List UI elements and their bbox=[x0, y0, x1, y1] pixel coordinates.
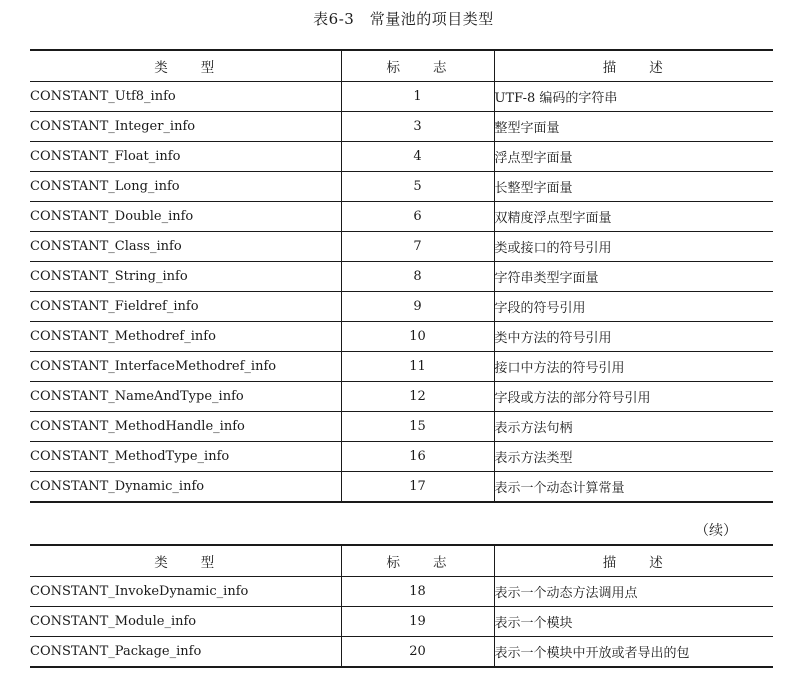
table-row bbox=[30, 607, 773, 637]
desc-cell: 整型字面量 bbox=[494, 112, 773, 142]
table-body bbox=[30, 82, 773, 503]
table-row bbox=[30, 352, 773, 382]
table-row bbox=[30, 382, 773, 412]
flag-cell: 20 bbox=[341, 637, 494, 668]
flag-cell: 8 bbox=[341, 262, 494, 292]
flag-cell: 16 bbox=[341, 442, 494, 472]
table-row bbox=[30, 637, 773, 668]
table-header-row bbox=[30, 545, 773, 577]
desc-cell: 字符串类型字面量 bbox=[494, 262, 773, 292]
table-row bbox=[30, 142, 773, 172]
type-cell: CONSTANT_InterfaceMethodref_info bbox=[30, 352, 341, 382]
type-cell: CONSTANT_Class_info bbox=[30, 232, 341, 262]
flag-cell: 7 bbox=[341, 232, 494, 262]
type-cell: CONSTANT_Module_info bbox=[30, 607, 341, 637]
header-desc: 描 述 bbox=[494, 545, 773, 577]
flag-cell: 5 bbox=[341, 172, 494, 202]
desc-cell: 双精度浮点型字面量 bbox=[494, 202, 773, 232]
flag-cell: 9 bbox=[341, 292, 494, 322]
table-body bbox=[30, 577, 773, 668]
table-row bbox=[30, 202, 773, 232]
flag-cell: 4 bbox=[341, 142, 494, 172]
flag-cell: 19 bbox=[341, 607, 494, 637]
table-row bbox=[30, 262, 773, 292]
table-row bbox=[30, 442, 773, 472]
table-row bbox=[30, 112, 773, 142]
type-cell: CONSTANT_String_info bbox=[30, 262, 341, 292]
constant-pool-table bbox=[30, 49, 773, 503]
desc-cell: 表示一个模块 bbox=[494, 607, 773, 637]
desc-cell: 表示一个动态计算常量 bbox=[494, 472, 773, 503]
constant-pool-table-continued bbox=[30, 544, 773, 668]
desc-cell: 字段或方法的部分符号引用 bbox=[494, 382, 773, 412]
header-flag: 标 志 bbox=[341, 50, 494, 82]
type-cell: CONSTANT_InvokeDynamic_info bbox=[30, 577, 341, 607]
table-row bbox=[30, 172, 773, 202]
flag-cell: 3 bbox=[341, 112, 494, 142]
desc-cell: UTF-8 编码的字符串 bbox=[494, 82, 773, 112]
header-type: 类 型 bbox=[30, 545, 341, 577]
flag-cell: 12 bbox=[341, 382, 494, 412]
desc-cell: 浮点型字面量 bbox=[494, 142, 773, 172]
type-cell: CONSTANT_Long_info bbox=[30, 172, 341, 202]
header-flag: 标 志 bbox=[341, 545, 494, 577]
table-row bbox=[30, 412, 773, 442]
table-caption: 表6-3 常量池的项目类型 bbox=[313, 10, 494, 28]
desc-cell: 表示一个动态方法调用点 bbox=[494, 577, 773, 607]
type-cell: CONSTANT_Methodref_info bbox=[30, 322, 341, 352]
type-cell: CONSTANT_Fieldref_info bbox=[30, 292, 341, 322]
desc-cell: 表示方法类型 bbox=[494, 442, 773, 472]
flag-cell: 1 bbox=[341, 82, 494, 112]
type-cell: CONSTANT_Package_info bbox=[30, 637, 341, 668]
desc-cell: 接口中方法的符号引用 bbox=[494, 352, 773, 382]
table-row bbox=[30, 322, 773, 352]
type-cell: CONSTANT_Utf8_info bbox=[30, 82, 341, 112]
type-cell: CONSTANT_Float_info bbox=[30, 142, 341, 172]
table-row bbox=[30, 577, 773, 607]
flag-cell: 6 bbox=[341, 202, 494, 232]
desc-cell: 类或接口的符号引用 bbox=[494, 232, 773, 262]
type-cell: CONSTANT_Double_info bbox=[30, 202, 341, 232]
table-row bbox=[30, 232, 773, 262]
table-row bbox=[30, 472, 773, 503]
type-cell: CONSTANT_NameAndType_info bbox=[30, 382, 341, 412]
desc-cell: 长整型字面量 bbox=[494, 172, 773, 202]
type-cell: CONSTANT_Integer_info bbox=[30, 112, 341, 142]
flag-cell: 17 bbox=[341, 472, 494, 503]
desc-cell: 类中方法的符号引用 bbox=[494, 322, 773, 352]
desc-cell: 表示方法句柄 bbox=[494, 412, 773, 442]
table-row bbox=[30, 82, 773, 112]
desc-cell: 表示一个模块中开放或者导出的包 bbox=[494, 637, 773, 668]
type-cell: CONSTANT_MethodType_info bbox=[30, 442, 341, 472]
continued-label: （续） bbox=[695, 523, 737, 539]
flag-cell: 18 bbox=[341, 577, 494, 607]
type-cell: CONSTANT_MethodHandle_info bbox=[30, 412, 341, 442]
table-header-row bbox=[30, 50, 773, 82]
type-cell: CONSTANT_Dynamic_info bbox=[30, 472, 341, 503]
flag-cell: 15 bbox=[341, 412, 494, 442]
header-desc: 描 述 bbox=[494, 50, 773, 82]
flag-cell: 11 bbox=[341, 352, 494, 382]
header-type: 类 型 bbox=[30, 50, 341, 82]
table-row bbox=[30, 292, 773, 322]
desc-cell: 字段的符号引用 bbox=[494, 292, 773, 322]
flag-cell: 10 bbox=[341, 322, 494, 352]
